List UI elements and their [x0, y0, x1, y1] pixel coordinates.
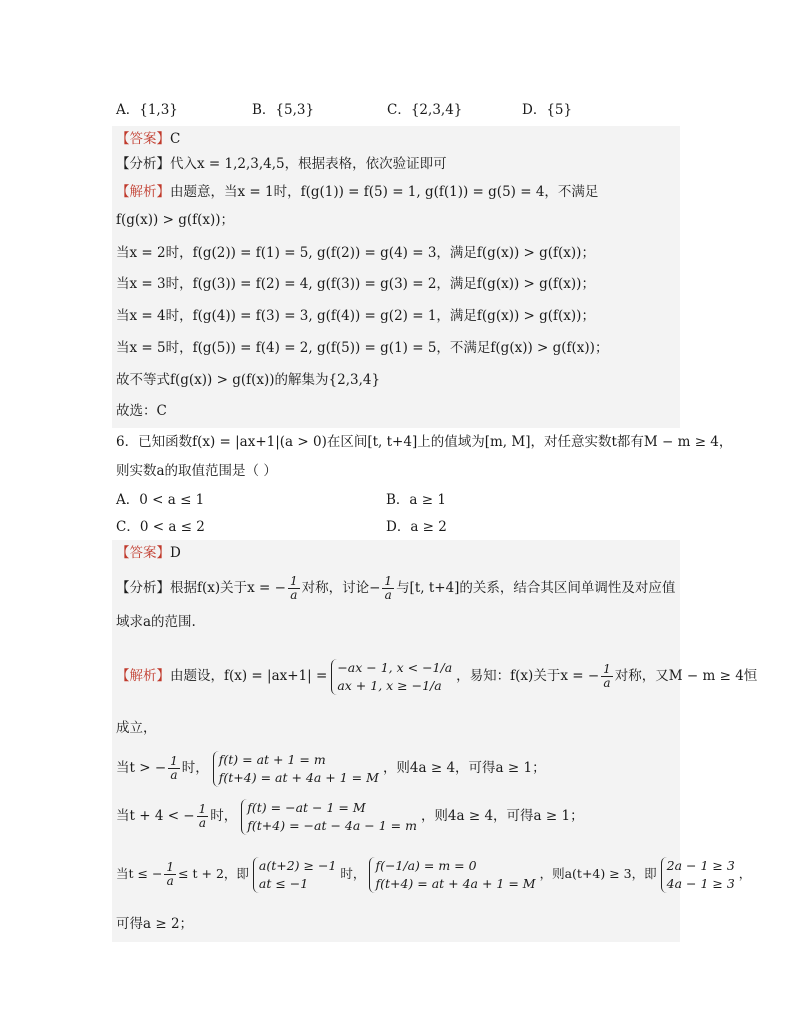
q5-analysis: 【分析】代入x = 1,2,3,4,5，根据表格，依次验证即可: [116, 156, 447, 172]
q6-answer: 【答案】D: [116, 545, 181, 561]
q6-analysis-line-2: 域求a的范围.: [116, 614, 196, 630]
q5-solution-line-2: f(g(x)) > g(f(x))；: [116, 212, 235, 228]
q6-option-a: A．0 < a ≤ 1: [116, 492, 205, 508]
q5-answer: 【答案】C: [116, 131, 181, 147]
equation-system: f(t) = at + 1 = m f(t+4) = at + 4a + 1 = M: [213, 751, 379, 787]
q5-solution-line-6: 当x = 5时，f(g(5)) = f(4) = 2, g(f(5)) = g(1) = 5，不满足f(g(x)) > g(f(x))；: [116, 340, 609, 356]
fraction: $\frac{1}{a}$: [384, 574, 393, 602]
fraction: $\frac{1}{a}$: [166, 860, 175, 888]
q5-solution-line-1: 【解析】由题意，当x = 1时，f(g(1)) = f(5) = 1, g(f(1)) = g(5) = 4，不满足: [116, 184, 599, 200]
option-a: A．{1,3}: [116, 102, 178, 118]
q6-analysis-line-1: 【分析】根据f(x)关于x = − $\frac{1}{a}$ 对称，讨论− $\frac{1}{a}$ 与[t, t+4]的关系，结合其区间单调性及对应值: [116, 574, 676, 602]
equation-system: f(−1/a) = m = 0 f(t+4) = at + 4a + 1 = M: [369, 857, 535, 893]
q5-solution-line-3: 当x = 2时，f(g(2)) = f(1) = 5, g(f(2)) = g(4) = 3，满足f(g(x)) > g(f(x))；: [116, 245, 595, 261]
equation-system: f(t) = −at − 1 = M f(t+4) = −at − 4a − 1 = m: [241, 799, 417, 835]
q5-solution-line-5: 当x = 4时，f(g(4)) = f(3) = 3, g(f(4)) = g(2) = 1，满足f(g(x)) > g(f(x))；: [116, 308, 595, 324]
q6-case-2: 当t + 4 < − $\frac{1}{a}$ 时， f(t) = −at − 1 = M f(t+4) = −at − 4a − 1 = m ，则4a ≥ 4，可得a ≥ 1；: [116, 799, 584, 833]
fraction: $\frac{1}{a}$: [289, 574, 298, 602]
inequality-system: 2a − 1 ≥ 3 4a − 1 ≥ 3: [661, 857, 735, 893]
q6-solution-line-2: 成立，: [116, 720, 157, 736]
q6-option-b: B．a ≥ 1: [386, 492, 446, 508]
option-c: C．{2,3,4}: [387, 102, 463, 118]
q5-final-choice: 故选：C: [116, 403, 167, 419]
condition-system: a(t+2) ≥ −1 at ≤ −1: [253, 857, 337, 893]
fraction: $\frac{1}{a}$: [603, 662, 611, 690]
q6-stem-line-1: 6．已知函数f(x) = |ax+1|(a > 0)在区间[t, t+4]上的值域为[m, M]，对任意实数t都有M − m ≥ 4，: [116, 434, 733, 450]
q6-case-1: 当t > − $\frac{1}{a}$ 时， f(t) = at + 1 = m f(t+4) = at + 4a + 1 = M ，则4a ≥ 4，可得a ≥ 1；: [116, 751, 546, 785]
fraction: $\frac{1}{a}$: [198, 802, 207, 830]
q5-solution-line-4: 当x = 3时，f(g(3)) = f(2) = 4, g(f(3)) = g(3) = 2，满足f(g(x)) > g(f(x))；: [116, 276, 595, 292]
fraction: $\frac{1}{a}$: [170, 754, 178, 782]
q6-case-3: 当t ≤ − $\frac{1}{a}$ ≤ t + 2，即 a(t+2) ≥ −1 at ≤ −1 时， f(−1/a) = m = 0 f(t+4) = at + 4a + 1 = M ，则a(t+4) ≥ 3，即 2a − 1 ≥ 3 4a − 1 ≥ 3 ，: [116, 857, 752, 891]
piecewise-brace: −ax − 1, x < −1/a ax + 1, x ≥ −1/a: [331, 659, 452, 695]
q6-option-c: C．0 < a ≤ 2: [116, 519, 205, 535]
q6-option-d: D．a ≥ 2: [386, 519, 447, 535]
q6-stem-line-2: 则实数a的取值范围是（ ）: [116, 463, 277, 479]
option-d: D．{5}: [522, 102, 573, 118]
q5-solution-line-7: 故不等式f(g(x)) > g(f(x))的解集为{2,3,4}: [116, 372, 381, 388]
q6-solution-line-last: 可得a ≥ 2；: [116, 916, 194, 932]
q6-solution-line-1: 【解析】由题设，f(x) = |ax+1| = −ax − 1, x < −1/a ax + 1, x ≥ −1/a ，易知：f(x)关于x = − $\frac{1}{a}$ 对称，又M − m ≥ 4恒: [116, 659, 758, 693]
option-b: B．{5,3}: [252, 102, 315, 118]
